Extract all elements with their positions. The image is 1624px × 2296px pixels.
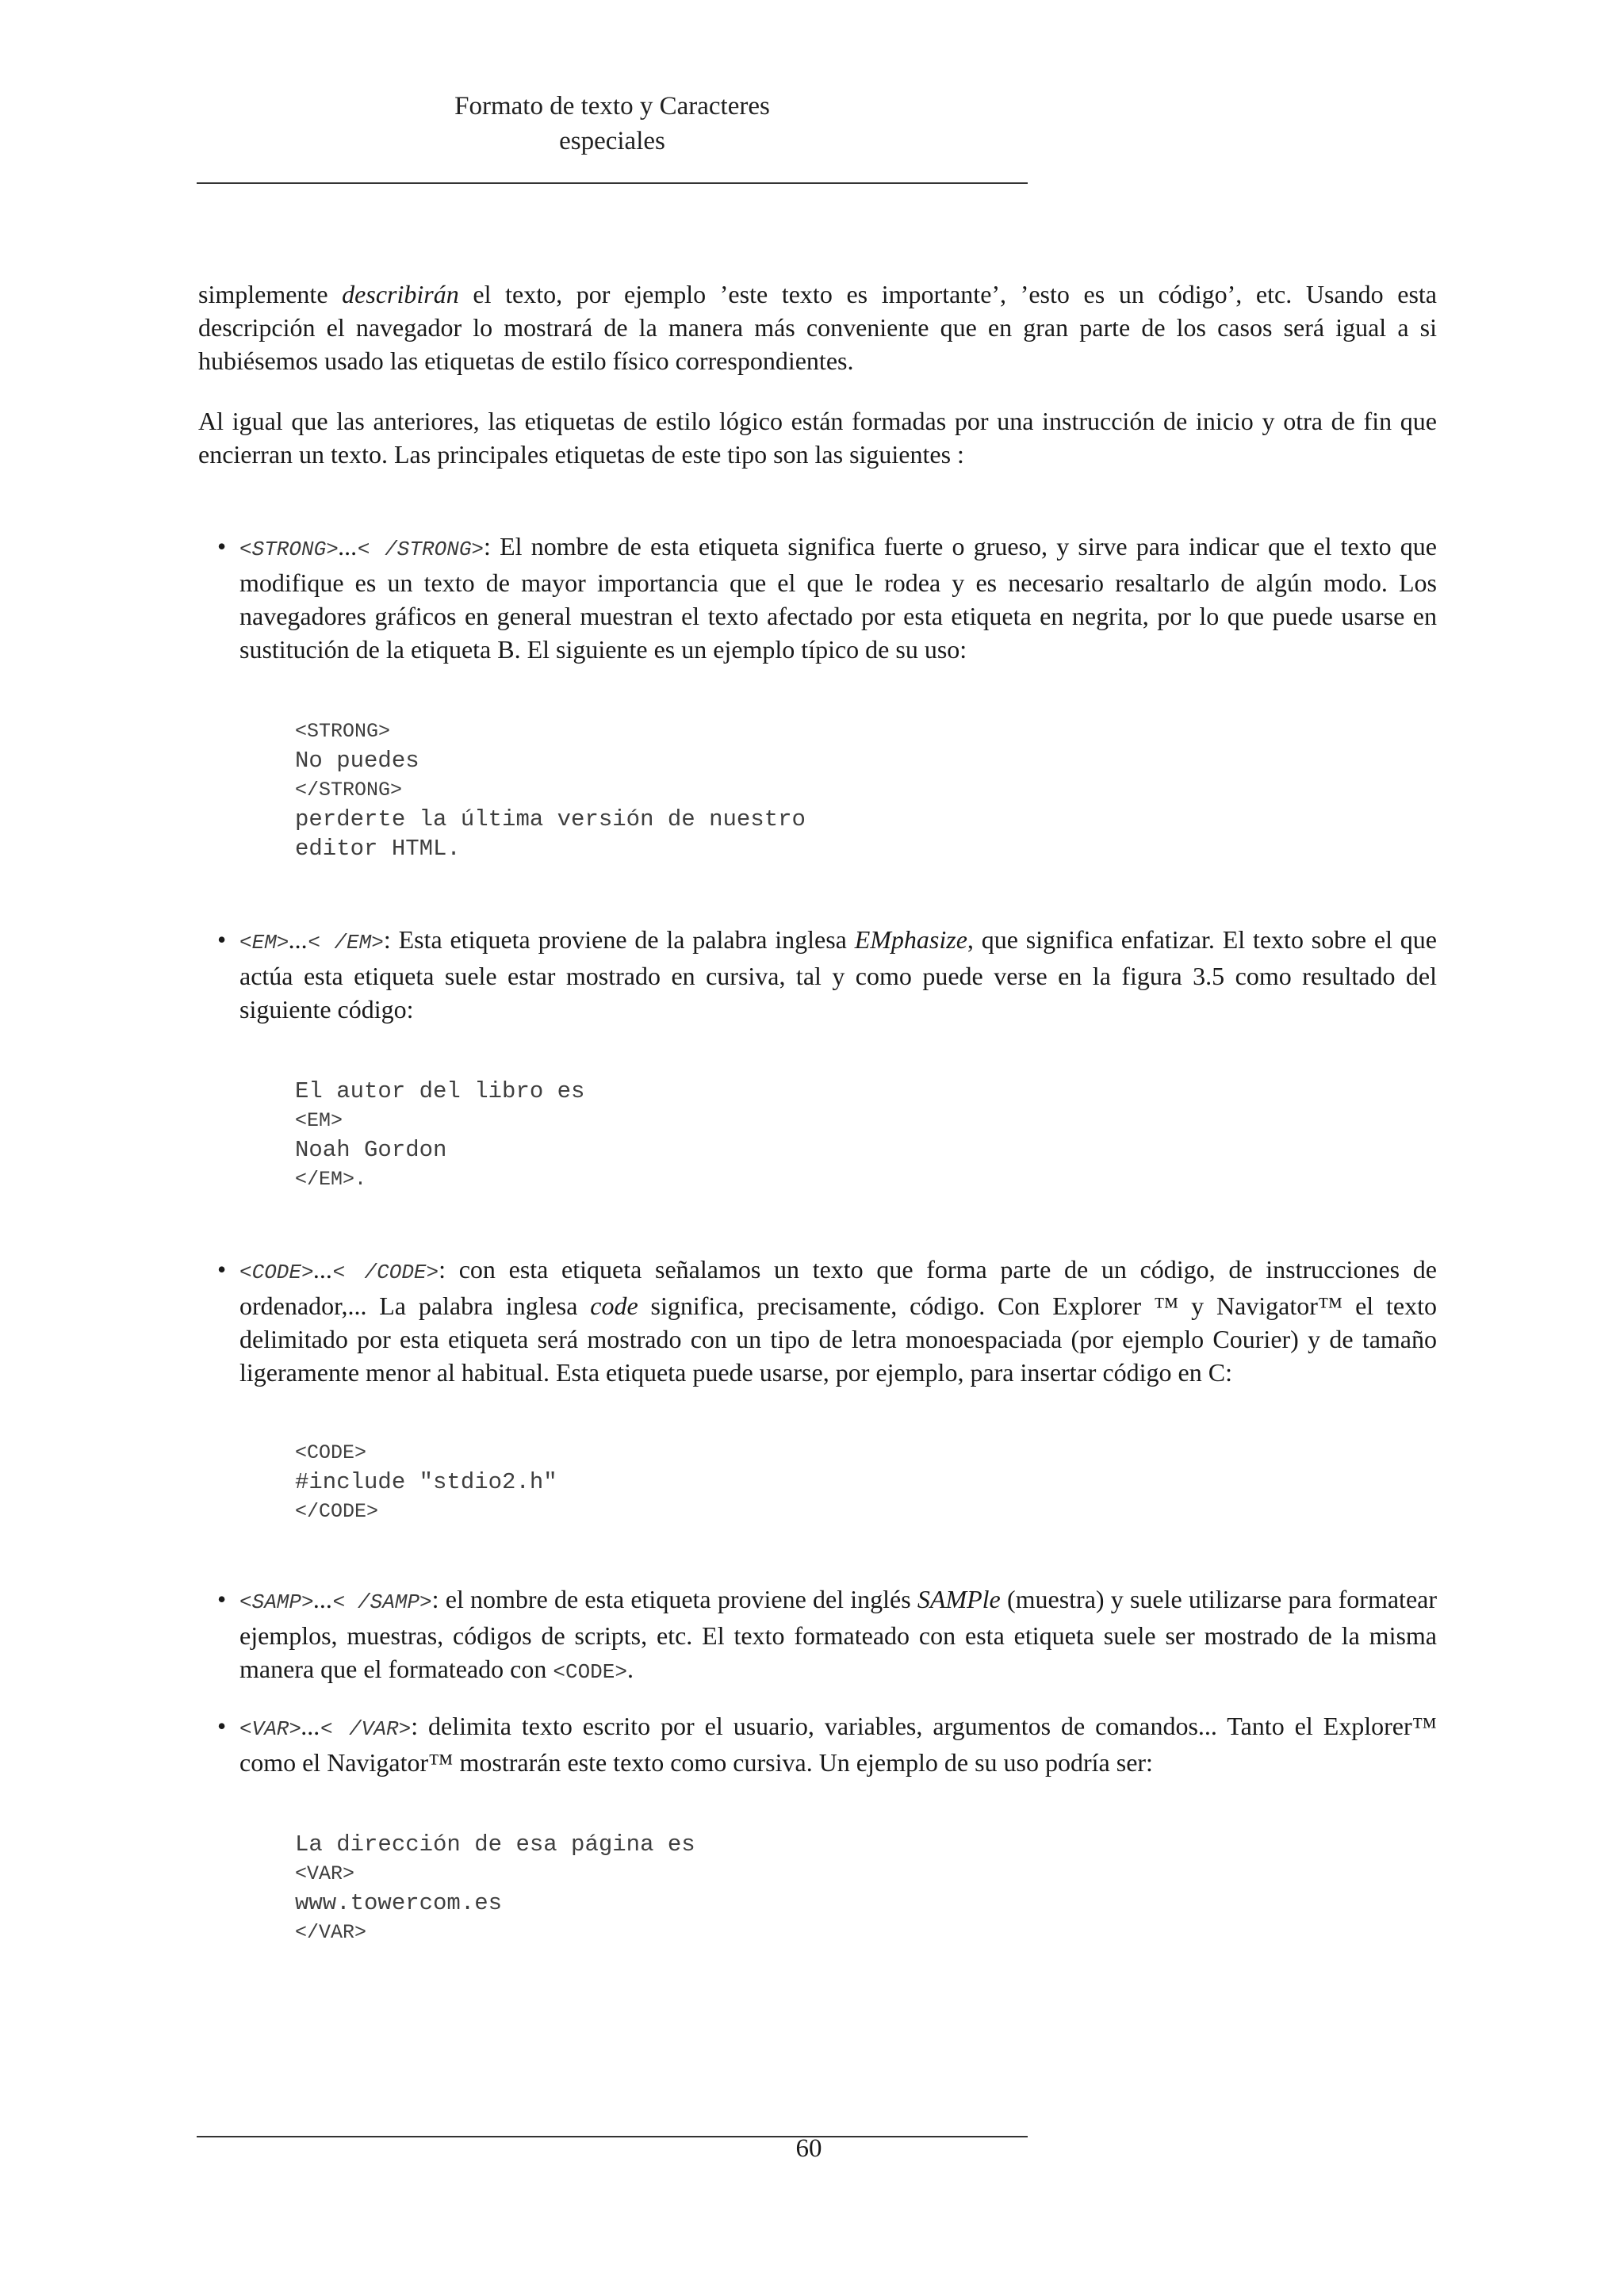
item-description-emphasis: EMphasize [854,925,967,954]
code-line: www.towercom.es [295,1890,503,1916]
intro-paragraph-2 [198,404,1437,471]
list-item-code [217,1253,1437,1389]
tag-dots: ... [313,1255,333,1284]
item-description: : delimita texto escrito por el usuario, variables, argumentos de comandos... Tanto el Explorer™ como el Navigator™ mostrarán este texto como cursiva. Un ejemplo de su uso podría ser: [239,1712,1438,1777]
intro-p2-text: Al igual que las anteriores, las etiquetas de estilo lógico están formadas por una instrucción de inicio y otra de fin que encierran un texto. Las principales etiquetas de este tipo son las siguientes : [198,407,1437,469]
item-description: : El nombre de esta etiqueta significa fuerte o grueso, y sirve para indicar que el texto que modifique es un texto de mayor importancia que el que le rodea y es necesario resaltarlo de algún modo. Los navegadores gráficos en general muestran el texto afectado por esta etiqueta en negrita, por lo que puede usarse en sustitución de la etiqueta B. El siguiente es un ejemplo típico de su uso: [239,532,1437,664]
bullet: • [217,925,227,954]
code-line: El autor del libro es [295,1078,585,1104]
item-description-emphasis: code [590,1292,638,1320]
code-line: <VAR> [295,1862,355,1885]
intro-paragraph-1 [198,277,1437,377]
tag-dots: ... [338,532,358,561]
inline-code: <CODE> [553,1660,627,1684]
header-rule [197,182,1028,184]
code-line: editor HTML. [295,836,461,862]
code-line: </VAR> [295,1921,367,1944]
tag-dots: ... [301,1712,321,1740]
tag-close: < /SAMP> [332,1590,432,1614]
tag-open: <CODE> [239,1261,314,1284]
code-example-em [295,1077,584,1194]
code-line: <CODE> [295,1441,367,1464]
intro-p1-emphasis: describirán [342,280,459,308]
item-description-a: : con esta etiqueta señalamos un texto que forma parte de un código, de instrucciones de ordenador,... La palabra inglesa [239,1255,1437,1320]
header-line-1: Formato de texto y Caracteres [454,92,770,121]
intro-p1-text-b: el texto, por ejemplo ’este texto es importante’, ’esto es un código’, etc. Usando esta descripción el navegador lo mostrará de la manera más conveniente que en gran parte de los casos será igual a si hubiésemos usado las etiquetas de estilo físico correspondientes. [198,280,1438,375]
code-line: perderte la última versión de nuestro [295,806,806,832]
code-line: </STRONG> [295,779,403,802]
tag-close: < /CODE> [332,1261,439,1284]
item-description-a: : Esta etiqueta proviene de la palabra inglesa [383,925,855,954]
tag-close: < /EM> [308,931,384,955]
tag-dots: ... [313,1585,333,1613]
code-line: Noah Gordon [295,1137,447,1163]
list-item-var [217,1709,1438,1779]
intro-p1-text-a: simplemente [198,280,343,308]
item-description-a: : el nombre de esta etiqueta proviene del inglés [431,1585,917,1613]
item-description-c: . [626,1655,634,1683]
item-description-b: , que significa enfatizar. El texto sobre el que actúa esta etiqueta suele estar mostrado en cursiva, tal y como puede verse en la figura 3.5 como resultado del siguiente código: [239,925,1437,1024]
code-example-strong [295,717,806,863]
item-description-emphasis: SAMPle [917,1585,1001,1613]
item-description-b: significa, precisamente, código. Con Explorer ™ y Navigator™ el texto delimitado por esta etiqueta será mostrado con un tipo de letra monoespaciada (por ejemplo Courier) y de tamaño ligeramente menor al habitual. Esta etiqueta puede usarse, por ejemplo, para insertar código en C: [239,1292,1437,1387]
bullet: • [217,1712,227,1740]
header-line-2: especiales [559,127,665,155]
tag-open: <EM> [239,931,289,955]
list-item-strong [217,530,1437,666]
list-item-samp [217,1582,1438,1689]
code-example-code [295,1438,557,1526]
bullet: • [217,1255,227,1284]
code-line: <STRONG> [295,720,391,743]
running-header [197,89,1028,159]
tag-close: < /STRONG> [357,538,485,561]
code-line: <EM> [295,1109,343,1132]
code-line: </CODE> [295,1500,379,1523]
bullet: • [217,532,227,561]
code-line: </EM>. [295,1168,367,1191]
tag-open: <SAMP> [239,1590,314,1614]
page-number: 60 [795,2134,822,2163]
code-line: #include "stdio2.h" [295,1469,557,1495]
item-description-b: (muestra) y suele utilizarse para formatear ejemplos, muestras, códigos de scripts, etc. El texto formateado con esta etiqueta suele ser mostrado de la misma manera que el formateado con [239,1585,1438,1683]
code-line: No puedes [295,748,419,774]
tag-dots: ... [289,925,308,954]
bullet: • [217,1585,227,1613]
code-example-var [295,1830,695,1947]
list-item-em [217,923,1437,1026]
code-line: La dirección de esa página es [295,1831,695,1858]
tag-open: <VAR> [239,1717,302,1741]
tag-open: <STRONG> [239,538,339,561]
tag-close: < /VAR> [320,1717,412,1741]
